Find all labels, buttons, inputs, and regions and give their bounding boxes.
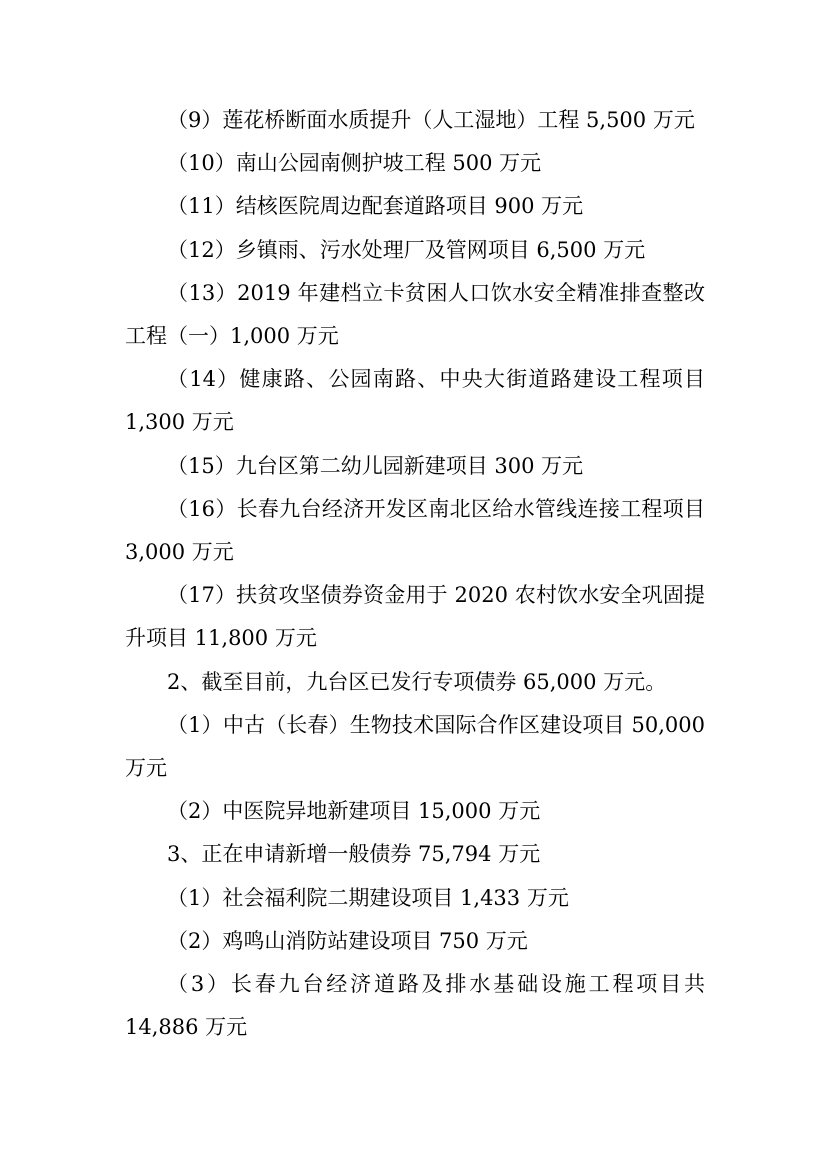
- paragraph-item-15: （15）九台区第二幼儿园新建项目 300 万元: [167, 453, 584, 478]
- paragraph-item-14: （14）健康路、公园南路、中央大街道路建设工程项目 1,300 万元: [125, 367, 705, 435]
- paragraph-general-item-3: （3）长春九台经济道路及排水基础设施工程项目共 14,886 万元: [125, 972, 705, 1040]
- paragraph-item-9: （9）莲花桥断面水质提升（人工湿地）工程 5,500 万元: [167, 108, 695, 132]
- paragraph-item-16: （16）长春九台经济开发区南北区给水管线连接工程项目 3,000 万元: [125, 496, 705, 565]
- paragraph-general-item-2: （2）鸡鸣山消防站建设项目 750 万元: [167, 928, 528, 953]
- paragraph-item-12: （12）乡镇雨、污水处理厂及管网项目 6,500 万元: [167, 237, 646, 262]
- paragraph-item-10: （10）南山公园南侧护坡工程 500 万元: [167, 151, 542, 176]
- paragraph-item-17: （17）扶贫攻坚债券资金用于 2020 农村饮水安全巩固提升项目 11,800 万元: [125, 583, 705, 651]
- paragraph-bond-item-1: （1）中古（长春）生物技术国际合作区建设项目 50,000 万元: [125, 712, 705, 781]
- section-heading-general-bonds: 3、正在申请新增一般债券 75,794 万元: [167, 842, 541, 867]
- document-body: [125, 99, 705, 1049]
- section-heading-special-bonds: 2、截至目前，九台区已发行专项债券 65,000 万元。: [167, 669, 667, 694]
- paragraph-general-item-1: （1）社会福利院二期建设项目 1,433 万元: [167, 885, 569, 910]
- paragraph-item-13: （13）2019 年建档立卡贫困人口饮水安全精准排查整改工程（一）1,000 万元: [125, 280, 705, 349]
- paragraph-item-11: （11）结核医院周边配套道路项目 900 万元: [167, 194, 584, 219]
- paragraph-bond-item-2: （2）中医院异地新建项目 15,000 万元: [167, 799, 541, 824]
